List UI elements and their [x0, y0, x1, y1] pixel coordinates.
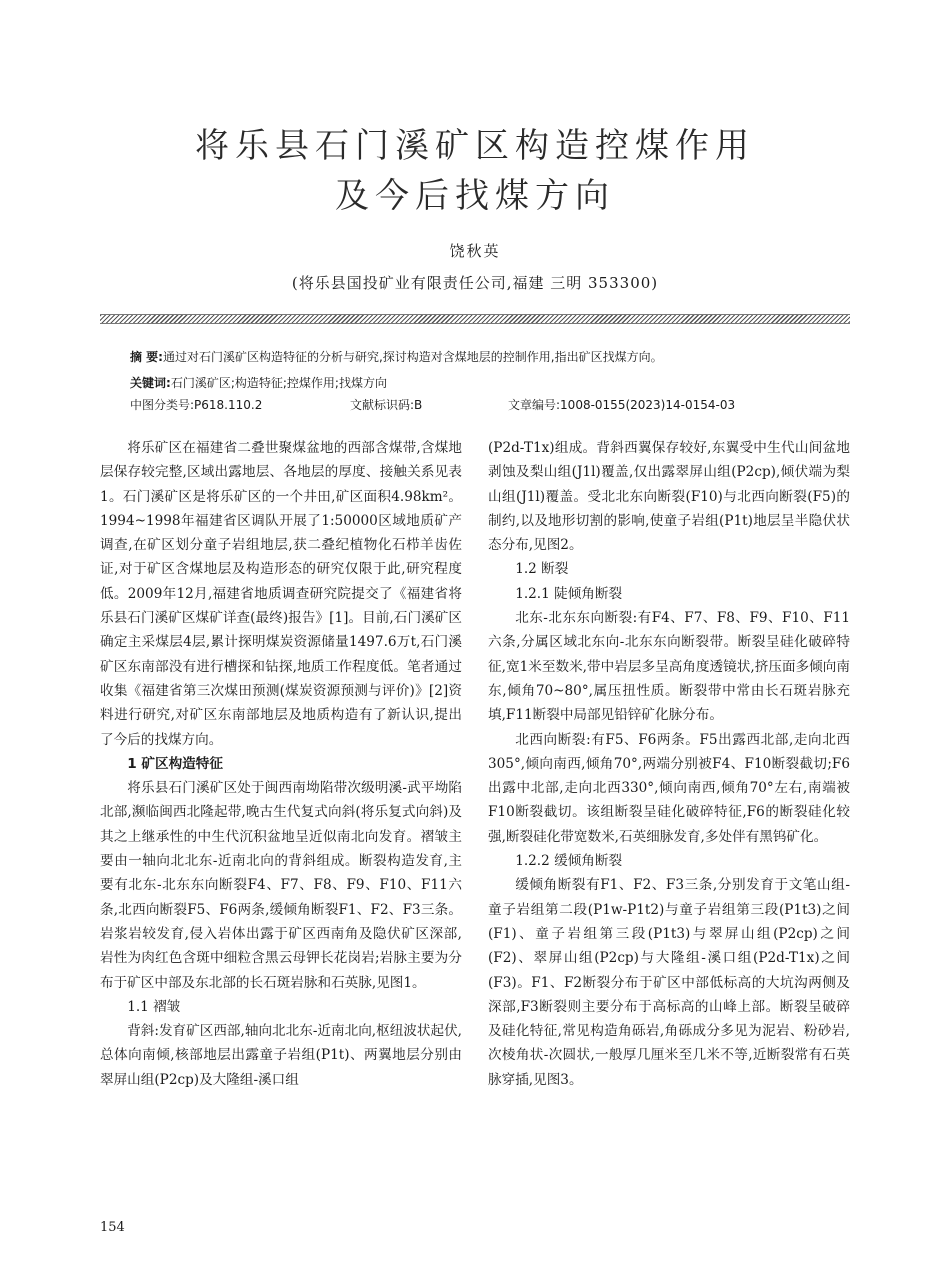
page-number: 154 — [100, 1220, 125, 1235]
section-heading-2: 1.2.1 陡倾角断裂 — [515, 585, 623, 602]
abstract-label: 摘 要: — [130, 350, 163, 364]
header-rule — [100, 314, 850, 324]
paragraph-2: 将乐县石门溪矿区处于闽西南坳陷带次级明溪-武平坳陷北部,濒临闽西北隆起带,晚古生代复式向斜(将乐复式向斜)及其之上继承性的中生代沉积盆地呈近似南北向发育。褶皱主要由一轴向北北东-近南北向的背斜组成。断裂构造发育,主要有北东-北东东向断裂F4、F7、F8、F9、F10、F11六条,北西向断裂F5、F6两条,缓倾角断裂F1、F2、F3三条。岩浆岩较发育,侵入岩体出露于矿区西南角及隐伏矿区深部,岩性为肉红色含斑中细粒含黑云母钾长花岗岩;岩脉主要为分布于矿区中部及东北部的长石斑岩脉和石英脉,见图1。 — [100, 780, 462, 991]
section-heading-3: 1.1 褶皱 — [127, 998, 181, 1015]
abstract — [130, 348, 850, 365]
paragraph-4: 背斜:发育矿区西部,轴向北北东-近南北向,枢纽波状起伏,总体向南倾,核部地层出露童子岩组(P1t)、两翼地层分别由翠屏山组(P2cp)及大隆组-溪口组 — [100, 1023, 462, 1088]
paragraph-3: 北东-北东东向断裂:有F4、F7、F8、F9、F10、F11六条,分属区域北东向-北东东向断裂带。断裂呈硅化破碎特征,宽1米至数米,带中岩层多呈高角度透镜状,挤压面多倾向南东,倾角70~80°,属压扭性质。断裂带中常由长石斑岩脉充填,F11断裂中局部见铅锌矿化脉分布。 — [488, 610, 850, 724]
paragraph-6: 缓倾角断裂有F1、F2、F3三条,分别发育于文笔山组-童子岩组第二段(P1w-P1t2)与童子岩组第三段(P1t3)之间(F1)、童子岩组第三段(P1t3)与翠屏山组(P2cp)之间(F2)、翠屏山组(P2cp)与大隆组-溪口组(P2d-T1x)之间(F3)。F1、F2断裂分布于矿区中部低标高的大坑沟两侧及深部,F3断裂则主要分布于高标高的山峰上部。断裂呈破碎及硅化特征,常见构造角砾岩,角砾成分多见为泥岩、粉砂岩,次棱角状-次圆状,一般厚几厘米至几米不等,近断裂常有石英脉穿插,见图3。 — [488, 877, 850, 1088]
right-column — [488, 436, 850, 1092]
clc-number: 中图分类号:P618.110.2 — [130, 398, 263, 412]
section-heading-1: 1 矿区构造特征 — [127, 755, 223, 772]
section-heading-5: 1.2.2 缓倾角断裂 — [515, 853, 623, 870]
paragraph-0: 将乐矿区在福建省二叠世聚煤盆地的西部含煤带,含煤地层保存较完整,区域出露地层、各地层的厚度、接触关系见表1。石门溪矿区是将乐矿区的一个井田,矿区面积4.98km²。1994~1998年福建省区调队开展了1:50000区域地质矿产调查,在矿区划分童子岩组地层,获二叠纪植物化石栉羊齿佐证,对于矿区含煤地层及构造形态的研究仅限于此,研究程度低。2009年12月,福建省地质调查研究院提交了《福建省将乐县石门溪矿区煤矿详查(最终)报告》[1]。目前,石门溪矿区确定主采煤层4层,累计探明煤炭资源储量1497.6万t,石门溪矿区东南部没有进行槽探和钻探,地质工作程度低。笔者通过收集《福建省第三次煤田预测(煤炭资源预测与评价)》[2]资料进行研究,对矿区东南部地层及地质构造有了新认识,提出了今后的找煤方向。 — [100, 440, 462, 748]
title-line-1: 将乐县石门溪矿区构造控煤作用 — [195, 126, 755, 166]
paragraph-0: (P2d-T1x)组成。背斜西翼保存较好,东翼受中生代山间盆地剥蚀及梨山组(J1l)覆盖,仅出露翠屏山组(P2cp),倾伏端为梨山组(J1l)覆盖。受北北东向断裂(F10)与北西向断裂(F5)的制约,以及地形切割的影响,使童子岩组(P1t)地层呈半隐伏状态分布,见图2。 — [488, 440, 850, 554]
keywords-text: 石门溪矿区;构造特征;控煤作用;找煤方向 — [170, 376, 387, 390]
abstract-text: 通过对石门溪矿区构造特征的分析与研究,探讨构造对含煤地层的控制作用,指出矿区找煤方向。 — [162, 350, 663, 364]
document-code: 文献标识码:B — [350, 398, 423, 412]
author: 饶秋英 — [449, 242, 501, 260]
left-column — [100, 436, 462, 1092]
keywords-label: 关键词: — [130, 376, 171, 390]
paragraph-4: 北西向断裂:有F5、F6两条。F5出露西北部,走向北西305°,倾向南西,倾角70°,两端分别被F4、F10断裂截切;F6出露中北部,走向北西330°,倾向南西,倾角70°左右,南端被F10断裂截切。该组断裂呈硅化破碎特征,F6的断裂硅化较强,断裂硅化带宽数米,石英细脉发育,多处伴有黑钨矿化。 — [488, 731, 850, 845]
keywords — [130, 374, 387, 391]
title-line-2: 及今后找煤方向 — [335, 176, 615, 216]
article-number: 文章编号:1008-0155(2023)14-0154-03 — [508, 398, 736, 412]
affiliation: (将乐县国投矿业有限责任公司,福建 三明 353300) — [291, 274, 659, 292]
section-heading-1: 1.2 断裂 — [515, 561, 569, 578]
